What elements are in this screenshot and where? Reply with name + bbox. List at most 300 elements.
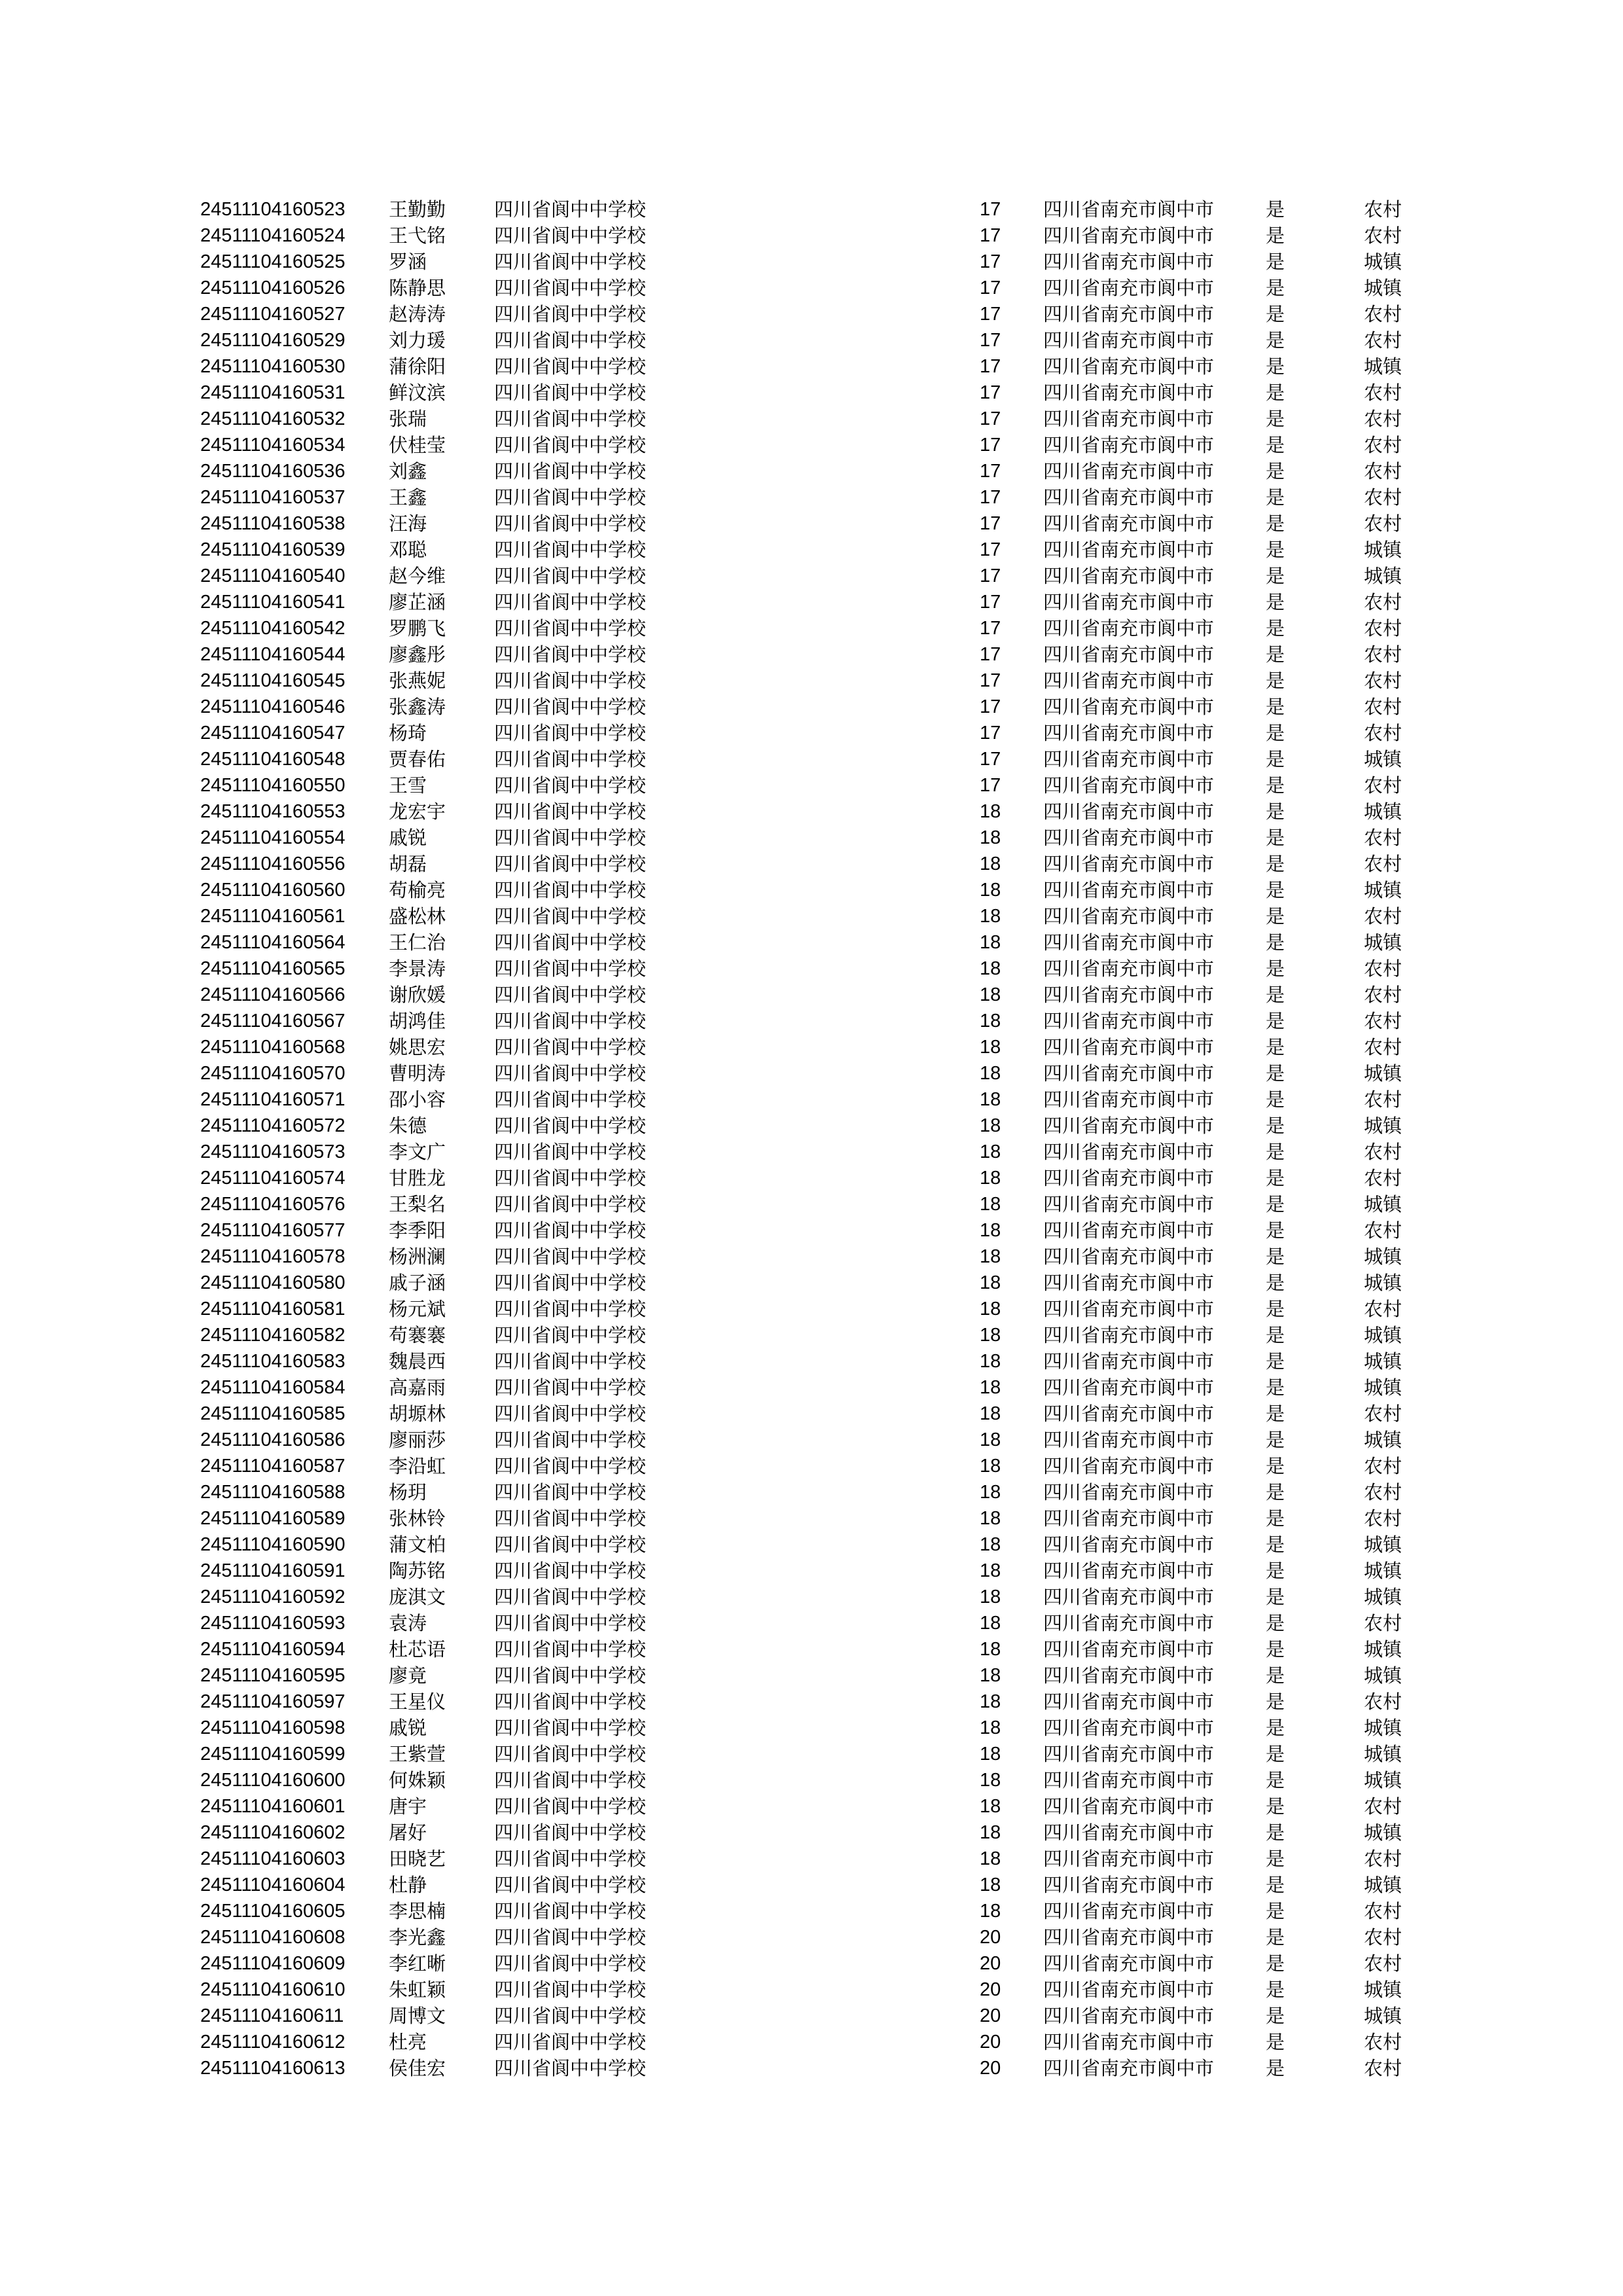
- flag-cell: 是: [1266, 670, 1285, 692]
- flag-cell: 是: [1266, 382, 1285, 404]
- region-cell: 四川省南充市阆中市: [1043, 1167, 1215, 1189]
- student-id-cell: 24511104160567: [200, 1011, 346, 1031]
- student-name-cell: 庞淇文: [389, 1586, 446, 1608]
- region-cell: 四川省南充市阆中市: [1043, 1848, 1215, 1870]
- region-cell: 四川省南充市阆中市: [1043, 984, 1215, 1006]
- region-cell: 四川省南充市阆中市: [1043, 1717, 1215, 1739]
- table-row: [200, 851, 1457, 877]
- flag-cell: 是: [1266, 2057, 1285, 2079]
- student-name-cell: 刘力瑗: [389, 329, 446, 351]
- area-type-cell: 农村: [1364, 1848, 1402, 1870]
- table-row: [200, 196, 1457, 223]
- table-row: [200, 1610, 1457, 1636]
- number-cell: 20: [980, 1979, 1001, 2000]
- region-cell: 四川省南充市阆中市: [1043, 1193, 1215, 1215]
- region-cell: 四川省南充市阆中市: [1043, 1534, 1215, 1556]
- student-name-cell: 李思楠: [389, 1900, 446, 1922]
- flag-cell: 是: [1266, 643, 1285, 666]
- area-type-cell: 农村: [1364, 1926, 1402, 1948]
- area-type-cell: 农村: [1364, 774, 1402, 797]
- school-cell: 四川省阆中中学校: [494, 1193, 647, 1215]
- number-cell: 18: [980, 932, 1001, 953]
- region-cell: 四川省南充市阆中市: [1043, 827, 1215, 849]
- student-name-cell: 蒲徐阳: [389, 355, 446, 378]
- number-cell: 18: [980, 1272, 1001, 1293]
- number-cell: 18: [980, 1901, 1001, 1922]
- student-name-cell: 盛松林: [389, 905, 446, 927]
- region-cell: 四川省南充市阆中市: [1043, 1115, 1215, 1137]
- flag-cell: 是: [1266, 1874, 1285, 1896]
- area-type-cell: 农村: [1364, 1219, 1402, 1242]
- number-cell: 18: [980, 1168, 1001, 1189]
- student-id-cell: 24511104160561: [200, 906, 346, 927]
- area-type-cell: 农村: [1364, 1952, 1402, 1975]
- flag-cell: 是: [1266, 1219, 1285, 1242]
- region-cell: 四川省南充市阆中市: [1043, 774, 1215, 797]
- student-name-cell: 魏晨西: [389, 1350, 446, 1372]
- number-cell: 18: [980, 1377, 1001, 1398]
- flag-cell: 是: [1266, 251, 1285, 273]
- student-name-cell: 侯佳宏: [389, 2057, 446, 2079]
- student-id-cell: 24511104160612: [200, 2032, 346, 2053]
- number-cell: 18: [980, 1613, 1001, 1634]
- student-name-cell: 邓聪: [389, 539, 427, 561]
- region-cell: 四川省南充市阆中市: [1043, 1979, 1215, 2001]
- student-name-cell: 廖丽莎: [389, 1429, 446, 1451]
- table-row: [200, 1741, 1457, 1767]
- region-cell: 四川省南充市阆中市: [1043, 1874, 1215, 1896]
- flag-cell: 是: [1266, 696, 1285, 718]
- area-type-cell: 农村: [1364, 722, 1402, 744]
- student-id-cell: 24511104160581: [200, 1299, 346, 1319]
- student-name-cell: 杨琦: [389, 722, 427, 744]
- flag-cell: 是: [1266, 748, 1285, 770]
- school-cell: 四川省阆中中学校: [494, 722, 647, 744]
- area-type-cell: 农村: [1364, 696, 1402, 718]
- area-type-cell: 城镇: [1364, 1664, 1402, 1687]
- flag-cell: 是: [1266, 1298, 1285, 1320]
- number-cell: 18: [980, 1063, 1001, 1084]
- region-cell: 四川省南充市阆中市: [1043, 1743, 1215, 1765]
- table-row: [200, 406, 1457, 432]
- area-type-cell: 城镇: [1364, 1821, 1402, 1844]
- flag-cell: 是: [1266, 512, 1285, 535]
- number-cell: 17: [980, 565, 1001, 586]
- area-type-cell: 农村: [1364, 984, 1402, 1006]
- area-type-cell: 农村: [1364, 1036, 1402, 1058]
- number-cell: 17: [980, 723, 1001, 744]
- region-cell: 四川省南充市阆中市: [1043, 1010, 1215, 1032]
- table-row: [200, 641, 1457, 668]
- flag-cell: 是: [1266, 1324, 1285, 1346]
- flag-cell: 是: [1266, 460, 1285, 482]
- school-cell: 四川省阆中中学校: [494, 1534, 647, 1556]
- flag-cell: 是: [1266, 486, 1285, 509]
- student-name-cell: 袁涛: [389, 1612, 427, 1634]
- region-cell: 四川省南充市阆中市: [1043, 1612, 1215, 1634]
- flag-cell: 是: [1266, 1638, 1285, 1660]
- student-name-cell: 谢欣媛: [389, 984, 446, 1006]
- number-cell: 18: [980, 1534, 1001, 1555]
- student-name-cell: 李季阳: [389, 1219, 446, 1242]
- student-id-cell: 24511104160598: [200, 1717, 346, 1738]
- flag-cell: 是: [1266, 224, 1285, 247]
- table-row: [200, 903, 1457, 929]
- school-cell: 四川省阆中中学校: [494, 2057, 647, 2079]
- school-cell: 四川省阆中中学校: [494, 958, 647, 980]
- student-name-cell: 杜静: [389, 1874, 427, 1896]
- flag-cell: 是: [1266, 1272, 1285, 1294]
- flag-cell: 是: [1266, 1455, 1285, 1477]
- student-id-cell: 24511104160584: [200, 1377, 346, 1398]
- region-cell: 四川省南充市阆中市: [1043, 224, 1215, 247]
- table-row: [200, 1950, 1457, 1977]
- school-cell: 四川省阆中中学校: [494, 512, 647, 535]
- flag-cell: 是: [1266, 1062, 1285, 1085]
- school-cell: 四川省阆中中学校: [494, 1926, 647, 1948]
- flag-cell: 是: [1266, 2031, 1285, 2053]
- region-cell: 四川省南充市阆中市: [1043, 198, 1215, 221]
- student-id-cell: 24511104160529: [200, 330, 346, 351]
- student-id-cell: 24511104160523: [200, 199, 346, 220]
- flag-cell: 是: [1266, 1429, 1285, 1451]
- region-cell: 四川省南充市阆中市: [1043, 1507, 1215, 1530]
- student-id-cell: 24511104160610: [200, 1979, 346, 2000]
- student-name-cell: 戚锐: [389, 1717, 427, 1739]
- school-cell: 四川省阆中中学校: [494, 1481, 647, 1503]
- flag-cell: 是: [1266, 1717, 1285, 1739]
- student-id-cell: 24511104160570: [200, 1063, 346, 1084]
- region-cell: 四川省南充市阆中市: [1043, 1350, 1215, 1372]
- table-row: [200, 1505, 1457, 1532]
- number-cell: 18: [980, 958, 1001, 979]
- region-cell: 四川省南充市阆中市: [1043, 2005, 1215, 2027]
- student-id-cell: 24511104160599: [200, 1744, 346, 1765]
- number-cell: 17: [980, 304, 1001, 325]
- school-cell: 四川省阆中中学校: [494, 1088, 647, 1111]
- table-row: [200, 1374, 1457, 1401]
- table-row: [200, 301, 1457, 327]
- region-cell: 四川省南充市阆中市: [1043, 408, 1215, 430]
- student-id-cell: 24511104160568: [200, 1037, 346, 1058]
- number-cell: 18: [980, 1744, 1001, 1765]
- flag-cell: 是: [1266, 408, 1285, 430]
- student-name-cell: 屠好: [389, 1821, 427, 1844]
- area-type-cell: 农村: [1364, 1088, 1402, 1111]
- number-cell: 18: [980, 1141, 1001, 1162]
- area-type-cell: 农村: [1364, 1900, 1402, 1922]
- region-cell: 四川省南充市阆中市: [1043, 1272, 1215, 1294]
- student-name-cell: 龙宏宇: [389, 800, 446, 823]
- flag-cell: 是: [1266, 1534, 1285, 1556]
- student-id-cell: 24511104160530: [200, 356, 346, 377]
- school-cell: 四川省阆中中学校: [494, 1952, 647, 1975]
- flag-cell: 是: [1266, 617, 1285, 639]
- region-cell: 四川省南充市阆中市: [1043, 1141, 1215, 1163]
- flag-cell: 是: [1266, 1560, 1285, 1582]
- flag-cell: 是: [1266, 853, 1285, 875]
- number-cell: 17: [980, 278, 1001, 298]
- flag-cell: 是: [1266, 329, 1285, 351]
- student-name-cell: 蒲文柏: [389, 1534, 446, 1556]
- number-cell: 17: [980, 199, 1001, 220]
- region-cell: 四川省南充市阆中市: [1043, 303, 1215, 325]
- region-cell: 四川省南充市阆中市: [1043, 382, 1215, 404]
- area-type-cell: 城镇: [1364, 1376, 1402, 1399]
- school-cell: 四川省阆中中学校: [494, 617, 647, 639]
- area-type-cell: 城镇: [1364, 277, 1402, 299]
- number-cell: 18: [980, 1822, 1001, 1843]
- area-type-cell: 农村: [1364, 905, 1402, 927]
- area-type-cell: 农村: [1364, 1612, 1402, 1634]
- region-cell: 四川省南充市阆中市: [1043, 1769, 1215, 1791]
- flag-cell: 是: [1266, 1795, 1285, 1818]
- table-row: [200, 1086, 1457, 1113]
- student-id-cell: 24511104160611: [200, 2005, 344, 2026]
- student-name-cell: 贾春佑: [389, 748, 446, 770]
- table-row: [200, 275, 1457, 301]
- area-type-cell: 城镇: [1364, 1429, 1402, 1451]
- student-name-cell: 何姝颖: [389, 1769, 446, 1791]
- table-row: [200, 1348, 1457, 1374]
- table-row: [200, 1244, 1457, 1270]
- number-cell: 18: [980, 1325, 1001, 1346]
- area-type-cell: 农村: [1364, 512, 1402, 535]
- student-id-cell: 24511104160524: [200, 225, 346, 246]
- flag-cell: 是: [1266, 1821, 1285, 1844]
- number-cell: 18: [980, 827, 1001, 848]
- number-cell: 18: [980, 1665, 1001, 1686]
- flag-cell: 是: [1266, 1507, 1285, 1530]
- school-cell: 四川省阆中中学校: [494, 984, 647, 1006]
- area-type-cell: 农村: [1364, 827, 1402, 849]
- student-id-cell: 24511104160538: [200, 513, 346, 534]
- area-type-cell: 城镇: [1364, 1769, 1402, 1791]
- area-type-cell: 农村: [1364, 460, 1402, 482]
- region-cell: 四川省南充市阆中市: [1043, 251, 1215, 273]
- number-cell: 18: [980, 1403, 1001, 1424]
- school-cell: 四川省阆中中学校: [494, 696, 647, 718]
- table-row: [200, 2003, 1457, 2029]
- school-cell: 四川省阆中中学校: [494, 748, 647, 770]
- number-cell: 18: [980, 1508, 1001, 1529]
- flag-cell: 是: [1266, 1010, 1285, 1032]
- table-row: [200, 1060, 1457, 1086]
- flag-cell: 是: [1266, 905, 1285, 927]
- area-type-cell: 农村: [1364, 1403, 1402, 1425]
- school-cell: 四川省阆中中学校: [494, 303, 647, 325]
- student-name-cell: 胡鸿佳: [389, 1010, 446, 1032]
- student-name-cell: 杨玥: [389, 1481, 427, 1503]
- school-cell: 四川省阆中中学校: [494, 1324, 647, 1346]
- region-cell: 四川省南充市阆中市: [1043, 329, 1215, 351]
- region-cell: 四川省南充市阆中市: [1043, 617, 1215, 639]
- number-cell: 17: [980, 225, 1001, 246]
- student-id-cell: 24511104160527: [200, 304, 346, 325]
- table-row: [200, 1453, 1457, 1479]
- table-row: [200, 484, 1457, 511]
- number-cell: 18: [980, 1089, 1001, 1110]
- student-id-cell: 24511104160577: [200, 1220, 346, 1241]
- student-id-cell: 24511104160531: [200, 382, 346, 403]
- student-name-cell: 杜芯语: [389, 1638, 446, 1660]
- flag-cell: 是: [1266, 1769, 1285, 1791]
- region-cell: 四川省南充市阆中市: [1043, 1036, 1215, 1058]
- table-row: [200, 1139, 1457, 1165]
- school-cell: 四川省阆中中学校: [494, 1612, 647, 1634]
- school-cell: 四川省阆中中学校: [494, 1691, 647, 1713]
- region-cell: 四川省南充市阆中市: [1043, 1455, 1215, 1477]
- student-id-cell: 24511104160586: [200, 1429, 346, 1450]
- number-cell: 17: [980, 330, 1001, 351]
- student-id-cell: 24511104160589: [200, 1508, 346, 1529]
- table-row: [200, 1217, 1457, 1244]
- number-cell: 17: [980, 749, 1001, 770]
- table-row: [200, 537, 1457, 563]
- number-cell: 18: [980, 1115, 1001, 1136]
- student-name-cell: 汪海: [389, 512, 427, 535]
- area-type-cell: 城镇: [1364, 1638, 1402, 1660]
- student-id-cell: 24511104160580: [200, 1272, 346, 1293]
- student-id-cell: 24511104160550: [200, 775, 346, 796]
- region-cell: 四川省南充市阆中市: [1043, 1403, 1215, 1425]
- school-cell: 四川省阆中中学校: [494, 460, 647, 482]
- number-cell: 17: [980, 408, 1001, 429]
- school-cell: 四川省阆中中学校: [494, 1246, 647, 1268]
- area-type-cell: 城镇: [1364, 1115, 1402, 1137]
- student-id-cell: 24511104160609: [200, 1953, 346, 1974]
- student-id-cell: 24511104160600: [200, 1770, 346, 1791]
- student-name-cell: 廖芷涵: [389, 591, 446, 613]
- number-cell: 18: [980, 1299, 1001, 1319]
- flag-cell: 是: [1266, 1691, 1285, 1713]
- area-type-cell: 城镇: [1364, 748, 1402, 770]
- table-row: [200, 458, 1457, 484]
- table-row: [200, 432, 1457, 458]
- school-cell: 四川省阆中中学校: [494, 774, 647, 797]
- number-cell: 17: [980, 513, 1001, 534]
- region-cell: 四川省南充市阆中市: [1043, 1586, 1215, 1608]
- table-row: [200, 1008, 1457, 1034]
- school-cell: 四川省阆中中学校: [494, 1507, 647, 1530]
- school-cell: 四川省阆中中学校: [494, 1350, 647, 1372]
- student-name-cell: 廖鑫彤: [389, 643, 446, 666]
- number-cell: 18: [980, 1848, 1001, 1869]
- school-cell: 四川省阆中中学校: [494, 1848, 647, 1870]
- number-cell: 18: [980, 1220, 1001, 1241]
- region-cell: 四川省南充市阆中市: [1043, 565, 1215, 587]
- school-cell: 四川省阆中中学校: [494, 198, 647, 221]
- student-name-cell: 鲜汶滨: [389, 382, 446, 404]
- table-row: [200, 1793, 1457, 1820]
- region-cell: 四川省南充市阆中市: [1043, 879, 1215, 901]
- number-cell: 17: [980, 670, 1001, 691]
- region-cell: 四川省南充市阆中市: [1043, 958, 1215, 980]
- school-cell: 四川省阆中中学校: [494, 643, 647, 666]
- student-name-cell: 李光鑫: [389, 1926, 446, 1948]
- school-cell: 四川省阆中中学校: [494, 1874, 647, 1896]
- student-name-cell: 王梨名: [389, 1193, 446, 1215]
- flag-cell: 是: [1266, 1926, 1285, 1948]
- number-cell: 17: [980, 618, 1001, 639]
- student-name-cell: 苟榆亮: [389, 879, 446, 901]
- region-cell: 四川省南充市阆中市: [1043, 1638, 1215, 1660]
- region-cell: 四川省南充市阆中市: [1043, 1246, 1215, 1268]
- school-cell: 四川省阆中中学校: [494, 1403, 647, 1425]
- table-row: [200, 1113, 1457, 1139]
- area-type-cell: 农村: [1364, 1455, 1402, 1477]
- area-type-cell: 城镇: [1364, 1246, 1402, 1268]
- area-type-cell: 城镇: [1364, 355, 1402, 378]
- number-cell: 20: [980, 1953, 1001, 1974]
- area-type-cell: 城镇: [1364, 1717, 1402, 1739]
- student-name-cell: 王勤勤: [389, 198, 446, 221]
- student-id-cell: 24511104160597: [200, 1691, 346, 1712]
- student-id-cell: 24511104160564: [200, 932, 346, 953]
- flag-cell: 是: [1266, 198, 1285, 221]
- school-cell: 四川省阆中中学校: [494, 1560, 647, 1582]
- student-id-cell: 24511104160605: [200, 1901, 346, 1922]
- school-cell: 四川省阆中中学校: [494, 355, 647, 378]
- flag-cell: 是: [1266, 1115, 1285, 1137]
- area-type-cell: 城镇: [1364, 565, 1402, 587]
- school-cell: 四川省阆中中学校: [494, 1298, 647, 1320]
- school-cell: 四川省阆中中学校: [494, 1062, 647, 1085]
- area-type-cell: 农村: [1364, 1167, 1402, 1189]
- area-type-cell: 农村: [1364, 2031, 1402, 2053]
- student-id-cell: 24511104160613: [200, 2058, 346, 2079]
- school-cell: 四川省阆中中学校: [494, 1141, 647, 1163]
- student-id-cell: 24511104160583: [200, 1351, 346, 1372]
- region-cell: 四川省南充市阆中市: [1043, 1088, 1215, 1111]
- school-cell: 四川省阆中中学校: [494, 1167, 647, 1189]
- student-name-cell: 朱德: [389, 1115, 427, 1137]
- school-cell: 四川省阆中中学校: [494, 1010, 647, 1032]
- student-id-cell: 24511104160525: [200, 251, 346, 272]
- student-id-cell: 24511104160532: [200, 408, 346, 429]
- table-row: [200, 2055, 1457, 2081]
- student-name-cell: 邵小容: [389, 1088, 446, 1111]
- table-row: [200, 825, 1457, 851]
- area-type-cell: 城镇: [1364, 2005, 1402, 2027]
- table-row: [200, 1584, 1457, 1610]
- region-cell: 四川省南充市阆中市: [1043, 539, 1215, 561]
- flag-cell: 是: [1266, 1403, 1285, 1425]
- student-id-cell: 24511104160534: [200, 435, 346, 456]
- school-cell: 四川省阆中中学校: [494, 382, 647, 404]
- table-row: [200, 772, 1457, 798]
- table-row: [200, 1322, 1457, 1348]
- region-cell: 四川省南充市阆中市: [1043, 1219, 1215, 1242]
- flag-cell: 是: [1266, 1141, 1285, 1163]
- student-id-cell: 24511104160541: [200, 592, 346, 613]
- area-type-cell: 农村: [1364, 198, 1402, 221]
- area-type-cell: 城镇: [1364, 1193, 1402, 1215]
- school-cell: 四川省阆中中学校: [494, 2005, 647, 2027]
- number-cell: 18: [980, 1246, 1001, 1267]
- flag-cell: 是: [1266, 355, 1285, 378]
- student-name-cell: 田晓艺: [389, 1848, 446, 1870]
- school-cell: 四川省阆中中学校: [494, 1821, 647, 1844]
- flag-cell: 是: [1266, 1979, 1285, 2001]
- student-name-cell: 杜亮: [389, 2031, 427, 2053]
- flag-cell: 是: [1266, 1036, 1285, 1058]
- table-row: [200, 223, 1457, 249]
- school-cell: 四川省阆中中学校: [494, 277, 647, 299]
- student-id-cell: 24511104160591: [200, 1560, 346, 1581]
- school-cell: 四川省阆中中学校: [494, 1455, 647, 1477]
- table-row: [200, 877, 1457, 903]
